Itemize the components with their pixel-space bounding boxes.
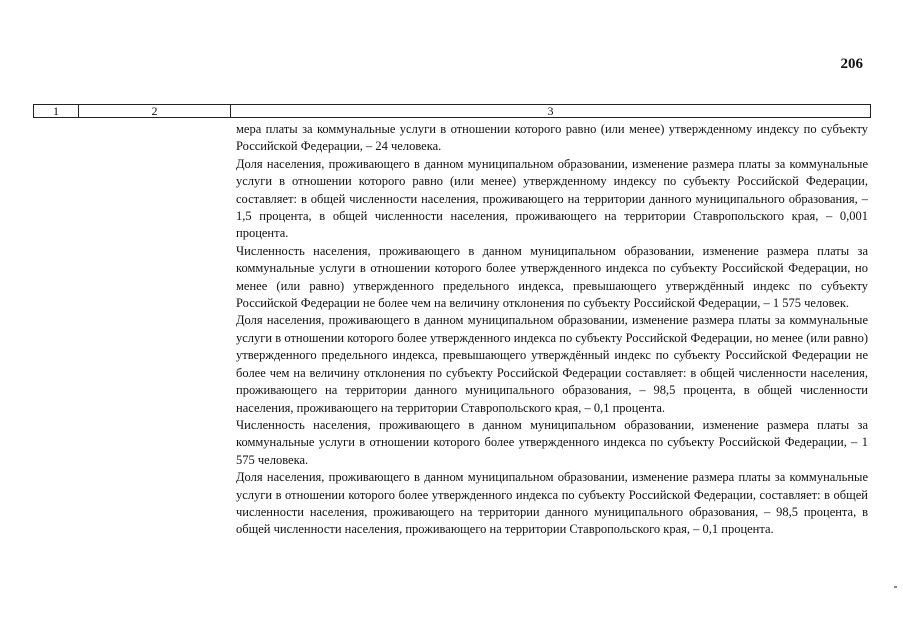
paragraph: Доля населения, проживающего в данном муниципальном образовании, изменение размера платы за коммунальные услуги в отношении которого равно (или менее) утвержденному индексу по субъекту Российской Федерации, составляет: в общей численности населения, проживающего на территории данного муниципального образования, – 1,5 процента, в общей численности населения, проживающего на территории Ставропольского края, – 0,001 процента. [236, 156, 868, 241]
paragraph: Доля населения, проживающего в данном муниципальном образовании, изменение размера платы за коммунальные услуги в отношении которого более утвержденного индекса по субъекту Российской Федерации, но менее (или равно) утвержденного предельного индекса, превышающего утверждённый индекс по субъекту Российской Федерации не более чем на величину отклонения по субъекту Российской Федерации составляет: в общей численности населения, проживающего на территории данного муниципального образования, – 98,5 процента, в общей численности населения, проживающего на территории Ставропольского края, – 0,1 процента. [236, 313, 868, 415]
paragraph: мера платы за коммунальные услуги в отношении которого равно (или менее) утвержденному индексу по субъекту Российской Федерации, – 24 человека. [236, 122, 868, 154]
column-header-2: 2 [79, 105, 231, 117]
table-header-row [33, 104, 871, 118]
table-cell-text [236, 121, 868, 539]
column-header-1: 1 [34, 105, 79, 117]
paragraph: Доля населения, проживающего в данном муниципальном образовании, изменение размера платы за коммунальные услуги в отношении которого более утвержденного индекса по субъекту Российской Федерации, составляет: в общей численности населения, проживающего на территории данного муниципального образования, – 98,5 процента, в общей численности населения, проживающего на территории Ставропольского края, – 0,1 процента. [236, 470, 868, 537]
paragraph: Численность населения, проживающего в данном муниципальном образовании, изменение размера платы за коммунальные услуги в отношении которого более утвержденного индекса по субъекту Российской Федерации, – 1 575 человека. [236, 417, 868, 467]
page-number: 206 [840, 56, 863, 72]
scan-artifact [894, 586, 897, 588]
paragraph: Численность населения, проживающего в данном муниципальном образовании, изменение размера платы за коммунальные услуги в отношении которого более утвержденного индекса по субъекту Российской Федерации, но менее (или равно) утвержденного предельного индекса, превышающего утверждённый индекс по субъекту Российской Федерации не более чем на величину отклонения по субъекту Российской Федерации, – 1 575 человек. [236, 243, 868, 311]
column-header-3: 3 [547, 104, 554, 118]
